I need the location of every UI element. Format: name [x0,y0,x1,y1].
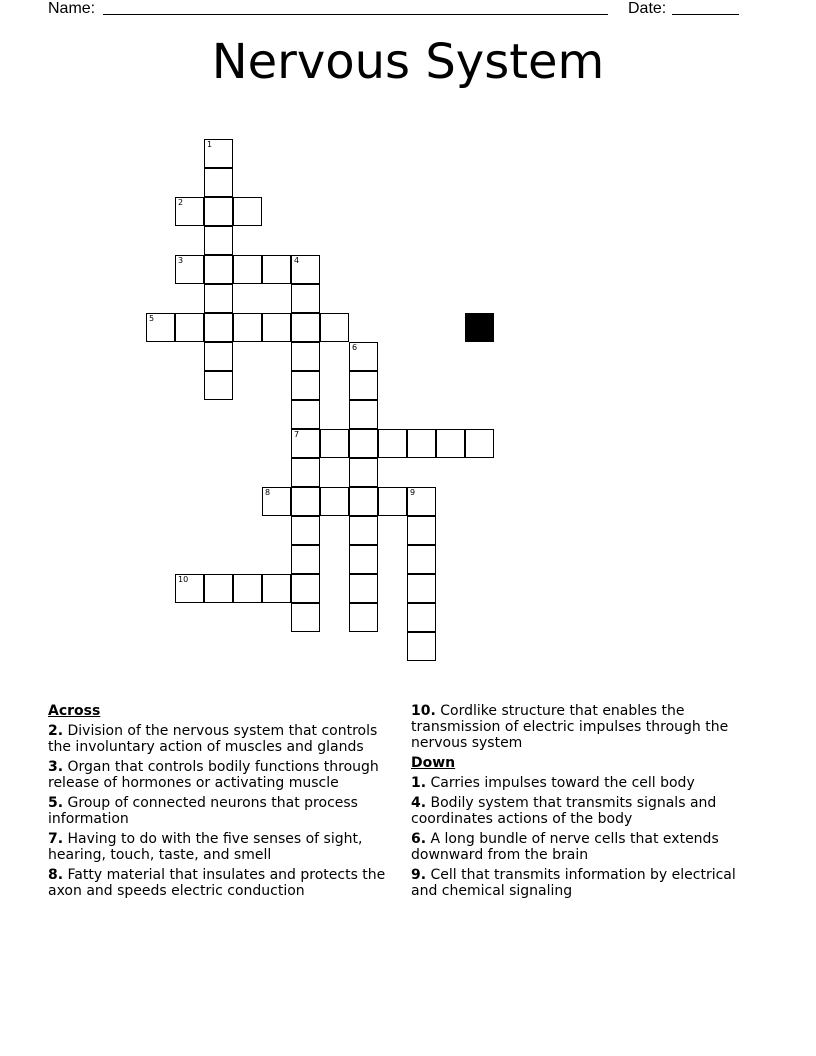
grid-cell[interactable] [349,487,378,516]
grid-cell[interactable] [175,574,204,603]
clue-number: 9 [410,488,416,497]
clue-number: 7 [294,430,300,439]
clues-left-column [48,703,393,903]
clue-down-6: 6. A long bundle of nerve cells that extends downward from the brain [411,831,719,863]
grid-cell[interactable] [465,429,494,458]
grid-cell[interactable] [291,487,320,516]
clue-number: 8 [265,488,271,497]
grid-cell[interactable] [204,226,233,255]
clue-number: 4 [294,256,300,265]
grid-cell[interactable] [204,168,233,197]
grid-cell[interactable] [349,400,378,429]
clue-down-4: 4. Bodily system that transmits signals and coordinates actions of the body [411,795,717,827]
grid-cell[interactable] [204,197,233,226]
grid-cell[interactable] [407,516,436,545]
grid-cell[interactable] [291,284,320,313]
grid-cell[interactable] [291,255,320,284]
page-title: Nervous System [211,34,605,90]
grid-cell[interactable] [320,429,349,458]
grid-cell[interactable] [349,429,378,458]
grid-cell[interactable] [349,545,378,574]
grid-cell[interactable] [233,313,262,342]
clue-across-2: 2. Division of the nervous system that controls the involuntary action of muscles and glands [48,723,378,755]
grid-block-cell [465,313,494,342]
grid-cell[interactable] [407,487,436,516]
grid-cell[interactable] [204,371,233,400]
grid-cell[interactable] [204,139,233,168]
grid-cell[interactable] [349,342,378,371]
clue-number: 5 [149,314,155,323]
clue-across-8: 8. Fatty material that insulates and protects the axon and speeds electric conduction [48,867,386,899]
grid-cell[interactable] [204,255,233,284]
grid-cell[interactable] [204,313,233,342]
clue-across-5: 5. Group of connected neurons that process information [48,795,358,827]
grid-cell[interactable] [291,516,320,545]
grid-cell[interactable] [291,342,320,371]
grid-cell[interactable] [233,255,262,284]
grid-cell[interactable] [146,313,175,342]
grid-cell[interactable] [378,487,407,516]
grid-cell[interactable] [262,574,291,603]
clue-across-7: 7. Having to do with the five senses of sight, hearing, touch, taste, and smell [48,831,363,863]
grid-cell[interactable] [291,371,320,400]
name-label: Name: [48,0,96,17]
grid-cell[interactable] [349,516,378,545]
grid-cell[interactable] [291,400,320,429]
clue-number: 3 [178,256,184,265]
clue-number: 10 [178,575,189,584]
grid-cell[interactable] [262,255,291,284]
grid-cell[interactable] [262,313,291,342]
grid-cell[interactable] [378,429,407,458]
grid-cell[interactable] [320,313,349,342]
grid-cell[interactable] [291,603,320,632]
clues-right-column [411,703,766,903]
grid-cell[interactable] [291,313,320,342]
grid-cell[interactable] [233,197,262,226]
across-heading: Across [48,703,101,719]
grid-cell[interactable] [436,429,465,458]
date-label: Date: [628,0,667,17]
grid-cell[interactable] [204,342,233,371]
grid-cell[interactable] [349,458,378,487]
clue-across-3: 3. Organ that controls bodily functions through release of hormones or activating muscle [48,759,379,791]
grid-cell[interactable] [291,545,320,574]
clue-number: 2 [178,198,184,207]
grid-cell[interactable] [291,458,320,487]
grid-cell[interactable] [349,603,378,632]
clue-number: 1 [207,140,213,149]
grid-cell[interactable] [175,255,204,284]
grid-cell[interactable] [175,313,204,342]
grid-cell[interactable] [407,545,436,574]
grid-cell[interactable] [291,429,320,458]
clue-across-10: 10. Cordlike structure that enables the transmission of electric impulses through the nervous system [411,703,729,751]
clue-number: 6 [352,343,358,352]
grid-cell[interactable] [262,487,291,516]
grid-cell[interactable] [407,429,436,458]
grid-cell[interactable] [204,574,233,603]
grid-cell[interactable] [407,603,436,632]
clue-down-9: 9. Cell that transmits information by electrical and chemical signaling [411,867,736,899]
clue-down-1: 1. Carries impulses toward the cell body [411,775,695,791]
grid-cell[interactable] [175,197,204,226]
grid-cell[interactable] [233,574,262,603]
grid-cell[interactable] [349,574,378,603]
grid-cell[interactable] [407,632,436,661]
grid-cell[interactable] [320,487,349,516]
grid-cell[interactable] [291,574,320,603]
grid-cell[interactable] [204,284,233,313]
grid-cell[interactable] [349,371,378,400]
grid-cell[interactable] [407,574,436,603]
down-heading: Down [411,755,456,771]
